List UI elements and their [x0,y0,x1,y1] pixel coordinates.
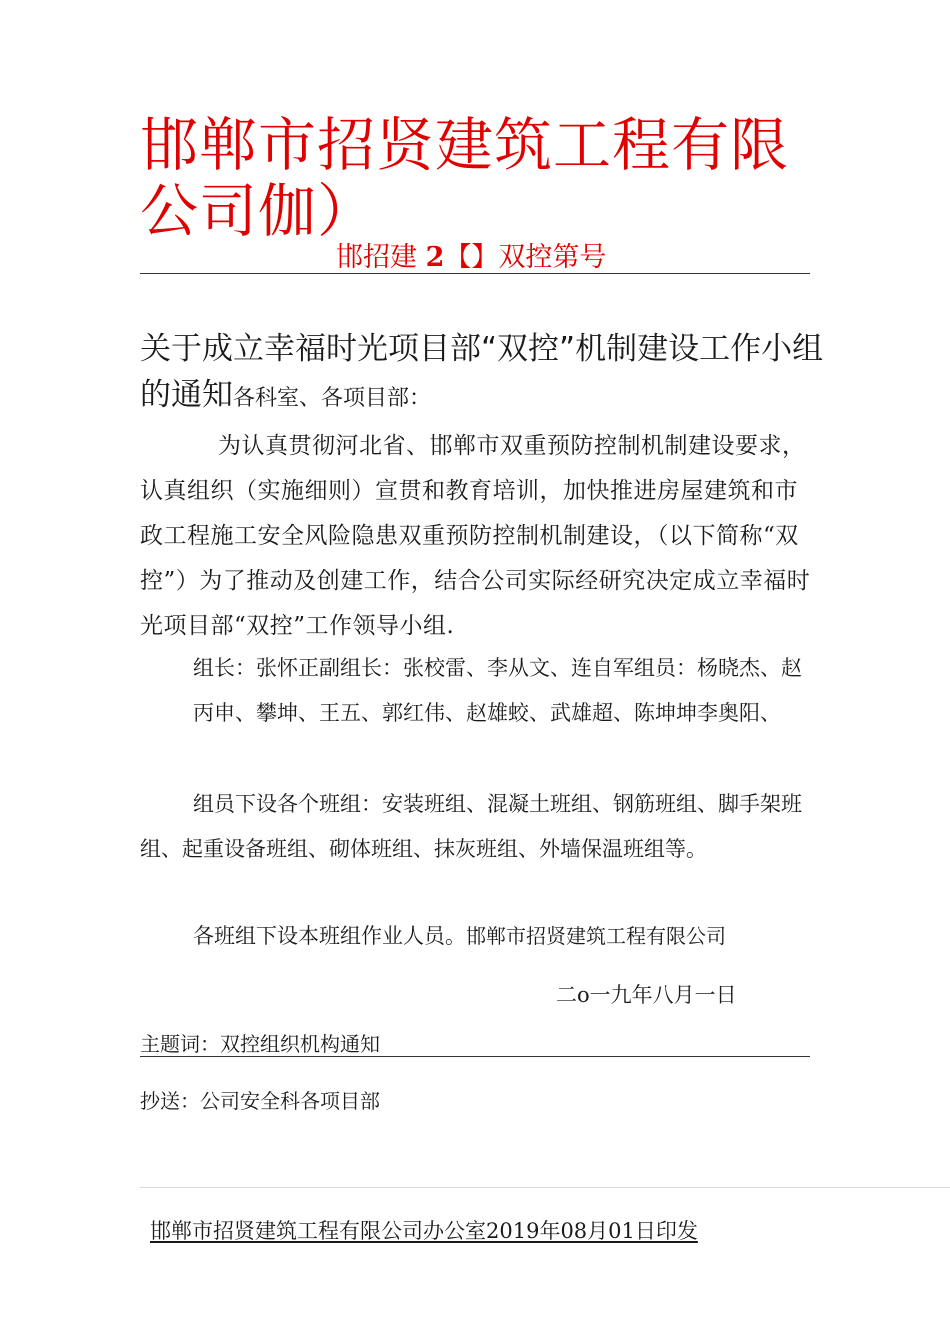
issue-date: 二o一九年八月一日 [556,983,737,1007]
footer-issuer: 邯郸市招贤建筑工程有限公司办公室2019年08月01日印发 [150,1219,698,1243]
header-divider [140,273,810,274]
closing-line [140,914,820,960]
doc-number-suffix: 【】双控第号 [444,242,607,273]
doc-number-num: 2 [425,242,445,273]
doc-number-prefix: 邯招建 [336,242,417,273]
body-paragraph: 为认真贯彻河北省、邯郸市双重预防控制机制建设要求，认真组织（实施细则）宣贯和教育培训，加快推进房屋建筑和市政工程施工安全风险隐患双重预防控制机制建设，（以下简称“双控”）为了推动及创建工作，结合公司实际经研究决定成立幸福时光项目部“双控”工作领导小组. [140,433,811,639]
closing-note: 各班组下设本班组作业人员。 [193,924,466,948]
footer-divider [140,1187,950,1188]
notice-recipients: 各科室、各项目部： [233,386,432,411]
subject-keywords: 主题词：双控组织机构通知 [140,1032,380,1056]
subject-divider [140,1056,810,1057]
teams-list: 组员下设各个班组：安装班组、混凝土班组、钢筋班组、脚手架班组、起重设备班组、砌体班组、抹灰班组、外墙保温班组等。 [140,792,802,861]
cc-line: 抄送：公司安全科各项目部 [140,1089,380,1113]
notice-title: 关于成立幸福时光项目部“双控”机制建设工作小组的通知 [140,331,824,413]
org-masthead-title: 邯郸市招贤建筑工程有限公司伽） [140,111,790,245]
members-list: 组长：张怀正副组长：张校雷、李从文、连自军组员：杨晓杰、赵丙申、攀坤、王五、郭红伟、赵雄蛟、武雄超、陈坤坤李奥阳、 [193,656,802,725]
document-number [336,240,606,276]
closing-org: 邯郸市招贤建筑工程有限公司 [466,924,726,948]
notice-heading [140,326,830,422]
